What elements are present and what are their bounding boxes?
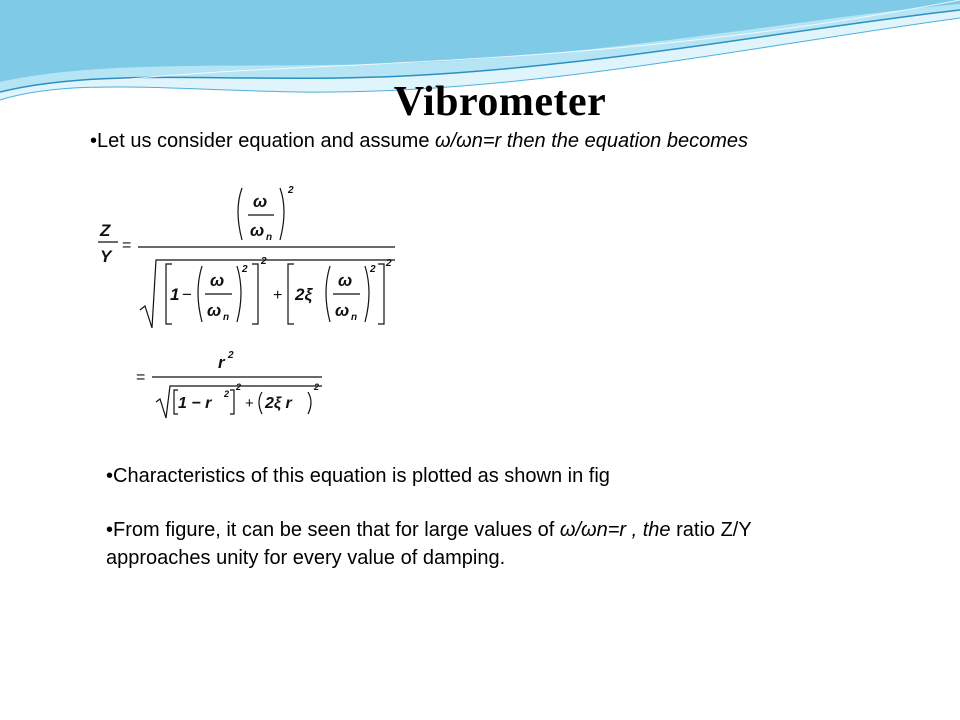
num-r: r — [218, 353, 225, 372]
den-plus: + — [273, 287, 283, 304]
den-minus: − — [182, 285, 192, 304]
bullet-conclusion-text: •From figure, it can be seen that for large values of — [106, 519, 560, 541]
equals-sign-1: = — [122, 237, 132, 254]
den-exponent-3: 2 — [370, 264, 376, 275]
den-exponent-4: 2 — [386, 258, 392, 269]
den2-two-xi-r: 2ξ r — [265, 395, 292, 412]
den2-r-exponent: 2 — [224, 389, 230, 399]
bullet-characteristics: •Characteristics of this equation is plotted as shown in fig — [106, 465, 610, 487]
num-r-exponent: 2 — [228, 350, 234, 361]
den2-one-minus-r: 1 − r — [178, 395, 212, 412]
bullet-assumption — [90, 128, 748, 154]
lhs-denominator: Y — [100, 247, 112, 266]
den-omega-n-1: ω — [207, 301, 222, 320]
bullet-assumption-italic: ω/ωn=r then the equation becomes — [435, 130, 749, 152]
num-exponent: 2 — [288, 185, 294, 196]
den-two-xi: 2ξ — [295, 285, 313, 304]
den-one: 1 — [170, 285, 180, 304]
bullet-conclusion-suffix: ratio Z/Y approaches unity for every value of damping. — [106, 519, 752, 569]
den-subscript-n-1: n — [223, 312, 230, 323]
amplitude-ratio-equation — [90, 170, 420, 430]
num-subscript-n: n — [266, 232, 273, 243]
den2-exponent-2: 2 — [314, 382, 320, 392]
den-omega-n-2: ω — [335, 301, 350, 320]
bullet-conclusion — [106, 516, 806, 572]
lhs-numerator: Z — [100, 221, 111, 240]
den-subscript-n-2: n — [351, 312, 358, 323]
den-omega-1: ω — [210, 271, 225, 290]
num-omega-n: ω — [250, 221, 265, 240]
den-omega-2: ω — [338, 271, 353, 290]
den2-plus: + — [245, 395, 254, 412]
den2-exponent-1: 2 — [236, 382, 242, 392]
den-exponent-2: 2 — [261, 256, 267, 267]
num-omega: ω — [253, 192, 268, 211]
equals-sign-2: = — [136, 369, 146, 386]
den-exponent-1: 2 — [242, 264, 248, 275]
bullet-assumption-text: •Let us consider equation and assume — [90, 130, 435, 152]
slide-title: Vibrometer — [393, 79, 607, 125]
bullet-conclusion-italic: ω/ωn=r , the — [559, 519, 671, 541]
